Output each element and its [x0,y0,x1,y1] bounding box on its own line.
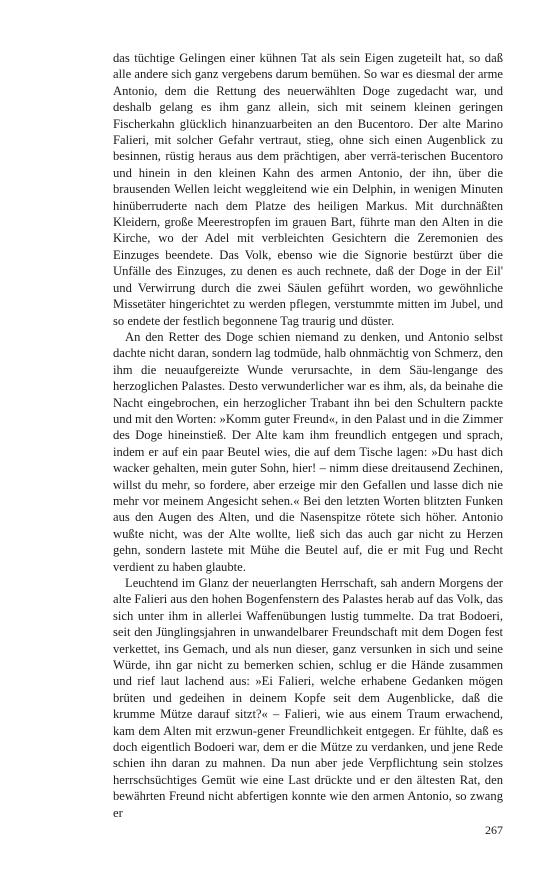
paragraph: das tüchtige Gelingen einer kühnen Tat als sein Eigen zugeteilt hat, so daß alle andere sich ganz vergebens darum bemühen. So war es diesmal der arme Antonio, dem die Rettung des neuerwählten Doge zugedacht war, und deshalb gelang es ihm ganz allein, sich mit seinem kleinen geringen Fischerkahn glücklich hinanzuarbeiten an den Bucentoro. Der alte Marino Falieri, mit solcher Gefahr vertraut, stieg, ohne sich einen Augenblick zu besinnen, rüstig heraus aus dem prächtigen, aber verrä-terischen Bucentoro und hinein in den kleinen Kahn des armen Antonio, der ihn, über die brausenden Wellen leicht weggleitend wie ein Delphin, in wenigen Minuten hinüberruderte nach dem Platze des heiligen Markus. Mit durchnäßten Kleidern, große Meerestropfen im grauen Bart, führte man den Alten in die Kirche, wo der Adel mit verbleichten Gesichtern die Zeremonien des Einzuges beendete. Das Volk, ebenso wie die Signorie bestürzt über die Unfälle des Einzuges, zu denen es auch rechnete, daß der Doge in der Eil' und Verwirrung durch die zwei Säulen geführt worden, wo gewöhnliche Missetäter hingerichtet zu werden pflegen, verstummte mitten im Jubel, und so endete der festlich begonnene Tag traurig und düster. [113,51,503,328]
body-text [113,50,503,821]
paragraph: An den Retter des Doge schien niemand zu denken, und Antonio selbst dachte nicht daran, sondern lag todmüde, halb ohnmächtig von Schmerz, den ihm die neuaufgereizte Wunde verursachte, in dem Säu-lengange des herzoglichen Palastes. Desto verwunderlicher war es ihm, als, da beinahe die Nacht eingebrochen, ein herzoglicher Trabant ihn bei den Schultern packte und mit den Worten: »Komm guter Freund«, in den Palast und in die Zimmer des Doge hineinstieß. Der Alte kam ihm freundlich entgegen und sprach, indem er auf ein paar Beutel wies, die auf dem Tische lagen: »Du hast dich wacker gehalten, mein guter Sohn, hier! – nimm diese dreitausend Zechinen, willst du mehr, so fordere, aber erzeige mir den Gefallen und lasse dich nie mehr vor meinem Angesicht sehen.« Bei den letzten Worten blitzten Funken aus den Augen des Alten, und die Nasenspitze rötete sich höher. Antonio wußte nicht, was der Alte wollte, ließ sich das auch gar nicht zu Herzen gehn, sondern lastete mit Mühe die Beutel auf, die er mit Fug und Recht verdient zu haben glaubte. [113,329,503,574]
paragraph: Leuchtend im Glanz der neuerlangten Herrschaft, sah andern Morgens der alte Falieri aus den hohen Bogenfenstern des Palastes herab auf das Volk, das sich unter ihm in allerlei Waffenübungen lustig tummelte. Da trat Bodoeri, seit den Jünglingsjahren in unwandelbarer Freundschaft mit dem Dogen fest verkettet, ins Gemach, und als nun dieser, ganz versunken in sich und seine Würde, ihn gar nicht zu bemerken schien, schlug er die Hände zusammen und rief laut lachend aus: »Ei Falieri, welche erhabene Gedanken mögen brüten und gedeihen in deinem Kopfe seit dem Augenblicke, daß die krumme Mütze darauf sitzt?« – Falieri, wie aus einem Traum erwachend, kam dem Alten mit erzwun-gener Freundlichkeit entgegen. Er fühlte, daß es doch eigentlich Bodoeri war, dem er die Mütze zu verdanken, und jene Rede schien ihn daran zu mahnen. Da nun aber jede Verpflichtung sein stolzes herrschsüchtiges Gemüt wie eine Last drückte und er den ältesten Rat, den bewährten Freund nicht abfertigen konnte wie den armen Antonio, so zwang er [113,576,503,820]
page-number: 267 [485,823,503,837]
